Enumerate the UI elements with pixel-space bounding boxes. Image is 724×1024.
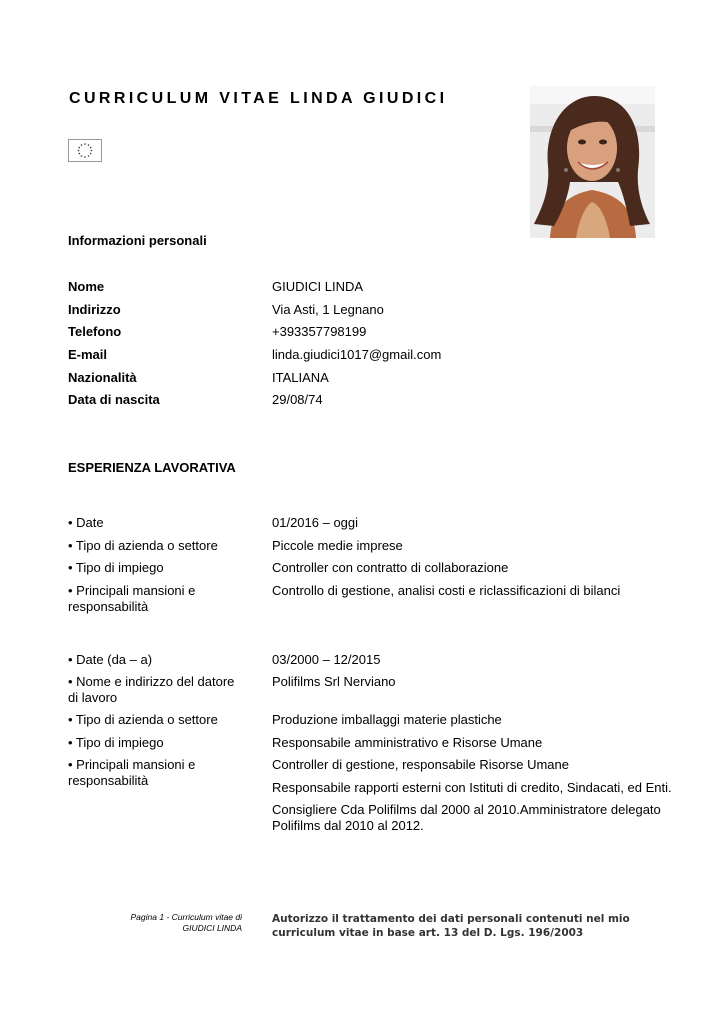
personal-info-heading: Informazioni personali xyxy=(68,233,207,248)
job1-duties-value: Controllo di gestione, analisi costi e riclassificazioni di bilanci xyxy=(272,583,621,598)
footer-page-number: 1 xyxy=(159,912,165,922)
footer-owner-name: GIUDICI LINDA xyxy=(182,923,242,933)
birthdate-value: 29/08/74 xyxy=(272,392,323,407)
job2-duties-value: Controller di gestione, responsabile Risorse Umane xyxy=(272,757,569,772)
footer-privacy-note xyxy=(272,912,630,940)
nationality-label: Nazionalità xyxy=(68,370,137,385)
privacy-line-1: Autorizzo il trattamento dei dati personali contenuti nel mio xyxy=(272,913,630,925)
job2-duties-label-line2: responsabilità xyxy=(68,773,149,788)
job2-employer-value: Polifilms Srl Nerviano xyxy=(272,674,396,689)
experience-heading: ESPERIENZA LAVORATIVA xyxy=(68,460,236,475)
eu-flag-icon xyxy=(68,139,102,162)
privacy-line-2: curriculum vitae in base art. 13 del D. Lgs. 196/2003 xyxy=(272,927,584,939)
footer-page-info xyxy=(100,912,242,934)
footer-page-prefix: Pagina xyxy=(130,912,160,922)
job2-type-label: • Tipo di impiego xyxy=(68,735,164,750)
job1-type-label: • Tipo di impiego xyxy=(68,560,164,575)
job2-employer-label: • Nome e indirizzo del datore xyxy=(68,674,235,689)
address-label: Indirizzo xyxy=(68,302,121,317)
profile-photo xyxy=(530,86,655,238)
footer-page-suffix: - Curriculum vitae di xyxy=(164,912,242,922)
job2-duties-extra-2: Consigliere Cda Polifilms dal 2000 al 2010.Amministratore delegato xyxy=(272,802,661,817)
email-value[interactable]: linda.giudici1017@gmail.com xyxy=(272,347,442,362)
nationality-value: ITALIANA xyxy=(272,370,329,385)
job2-sector-value: Produzione imballaggi materie plastiche xyxy=(272,712,502,727)
job1-sector-label: • Tipo di azienda o settore xyxy=(68,538,218,553)
job2-duties-extra-1: Responsabile rapporti esterni con Istituti di credito, Sindacati, ed Enti. xyxy=(272,780,672,795)
document-title: CURRICULUM VITAE LINDA GIUDICI xyxy=(69,90,448,107)
job2-date-label: • Date (da – a) xyxy=(68,652,153,667)
job1-date-value: 01/2016 – oggi xyxy=(272,515,359,530)
address-value: Via Asti, 1 Legnano xyxy=(272,302,384,317)
job2-sector-label: • Tipo di azienda o settore xyxy=(68,712,218,727)
job2-type-value: Responsabile amministrativo e Risorse Umane xyxy=(272,735,543,750)
job2-date-value: 03/2000 – 12/2015 xyxy=(272,652,381,667)
job1-type-value: Controller con contratto di collaborazione xyxy=(272,560,509,575)
email-label: E-mail xyxy=(68,347,108,362)
phone-label: Telefono xyxy=(68,324,122,339)
name-value: GIUDICI LINDA xyxy=(272,279,364,294)
birthdate-label: Data di nascita xyxy=(68,392,160,407)
job1-date-label: • Date xyxy=(68,515,104,530)
name-label: Nome xyxy=(68,279,105,294)
job2-employer-label-line2: di lavoro xyxy=(68,690,118,705)
job1-duties-label-line2: responsabilità xyxy=(68,599,149,614)
job2-duties-label: • Principali mansioni e xyxy=(68,757,196,772)
job2-duties-extra-3: Polifilms dal 2010 al 2012. xyxy=(272,818,424,833)
phone-value: +393357798199 xyxy=(272,324,367,339)
job1-duties-label: • Principali mansioni e xyxy=(68,583,196,598)
job1-sector-value: Piccole medie imprese xyxy=(272,538,403,553)
